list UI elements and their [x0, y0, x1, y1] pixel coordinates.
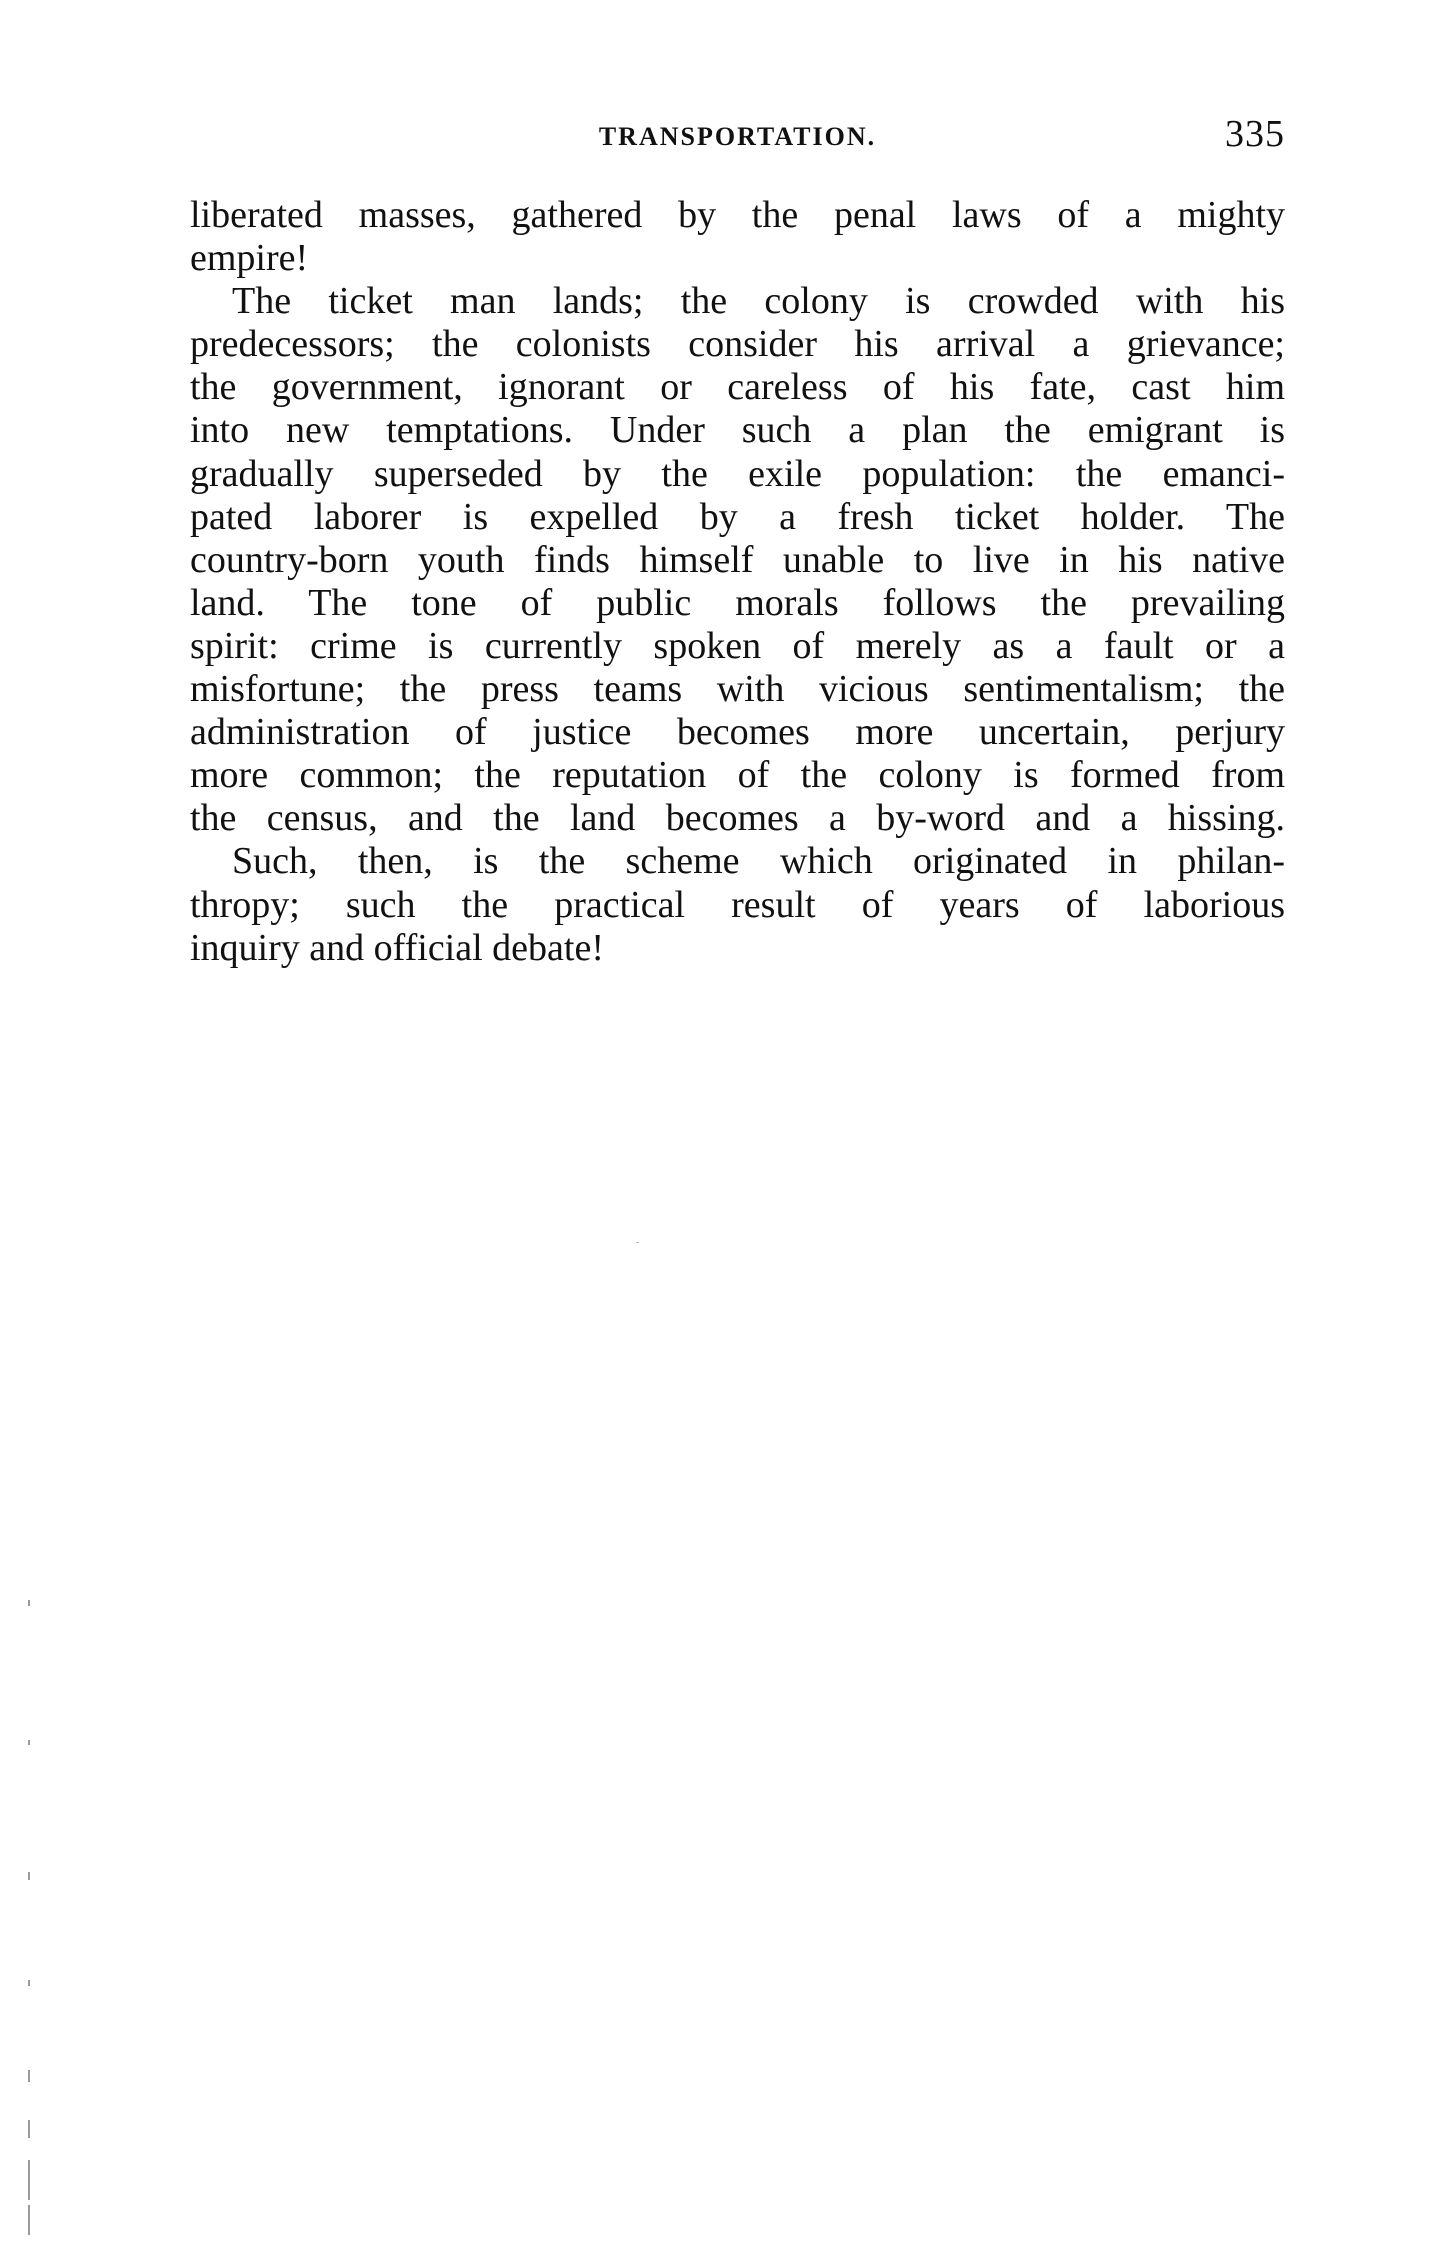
text-line: into new temptations. Under such a plan the emigrant is: [190, 409, 1285, 452]
margin-speck: [28, 2070, 30, 2082]
body-text: [190, 194, 1285, 970]
text-line: Such, then, is the scheme which originated in philan-: [232, 840, 1285, 883]
text-line: thropy; such the practical result of years of laborious: [190, 883, 1285, 926]
margin-speck: [28, 1600, 30, 1606]
text-line: the government, ignorant or careless of his fate, cast him: [190, 366, 1285, 409]
text-line: empire!: [190, 237, 309, 280]
page-number: 335: [1225, 113, 1285, 155]
text-line: misfortune; the press teams with vicious sentimentalism; the: [190, 668, 1285, 711]
text-line: predecessors; the colonists consider his arrival a grievance;: [190, 323, 1285, 366]
text-line: the census, and the land becomes a by-word and a hissing.: [190, 797, 1285, 840]
paper-speck: [636, 1242, 639, 1243]
text-line: gradually superseded by the exile population: the emanci-: [190, 452, 1285, 495]
margin-speck: [28, 1980, 30, 1986]
running-head: [190, 112, 1285, 162]
margin-speck: [28, 1740, 30, 1745]
text-line: land. The tone of public morals follows the prevailing: [190, 581, 1285, 624]
text-line: liberated masses, gathered by the penal laws of a mighty: [190, 194, 1285, 236]
text-line: inquiry and official debate!: [190, 926, 604, 969]
margin-specks: [28, 1600, 32, 2240]
text-line: more common; the reputation of the colony is formed from: [190, 754, 1285, 797]
text-line: spirit: crime is currently spoken of merely as a fault or a: [190, 624, 1285, 667]
text-line: pated laborer is expelled by a fresh ticket holder. The: [190, 495, 1285, 538]
margin-speck: [28, 2205, 30, 2235]
text-line: country-born youth finds himself unable to live in his native: [190, 538, 1285, 581]
margin-speck: [28, 2120, 30, 2138]
running-title: TRANSPORTATION.: [598, 122, 877, 151]
text-line: The ticket man lands; the colony is crowded with his: [232, 280, 1285, 323]
margin-speck: [28, 2160, 30, 2200]
margin-speck: [28, 1872, 30, 1880]
text-line: administration of justice becomes more uncertain, perjury: [190, 711, 1285, 754]
